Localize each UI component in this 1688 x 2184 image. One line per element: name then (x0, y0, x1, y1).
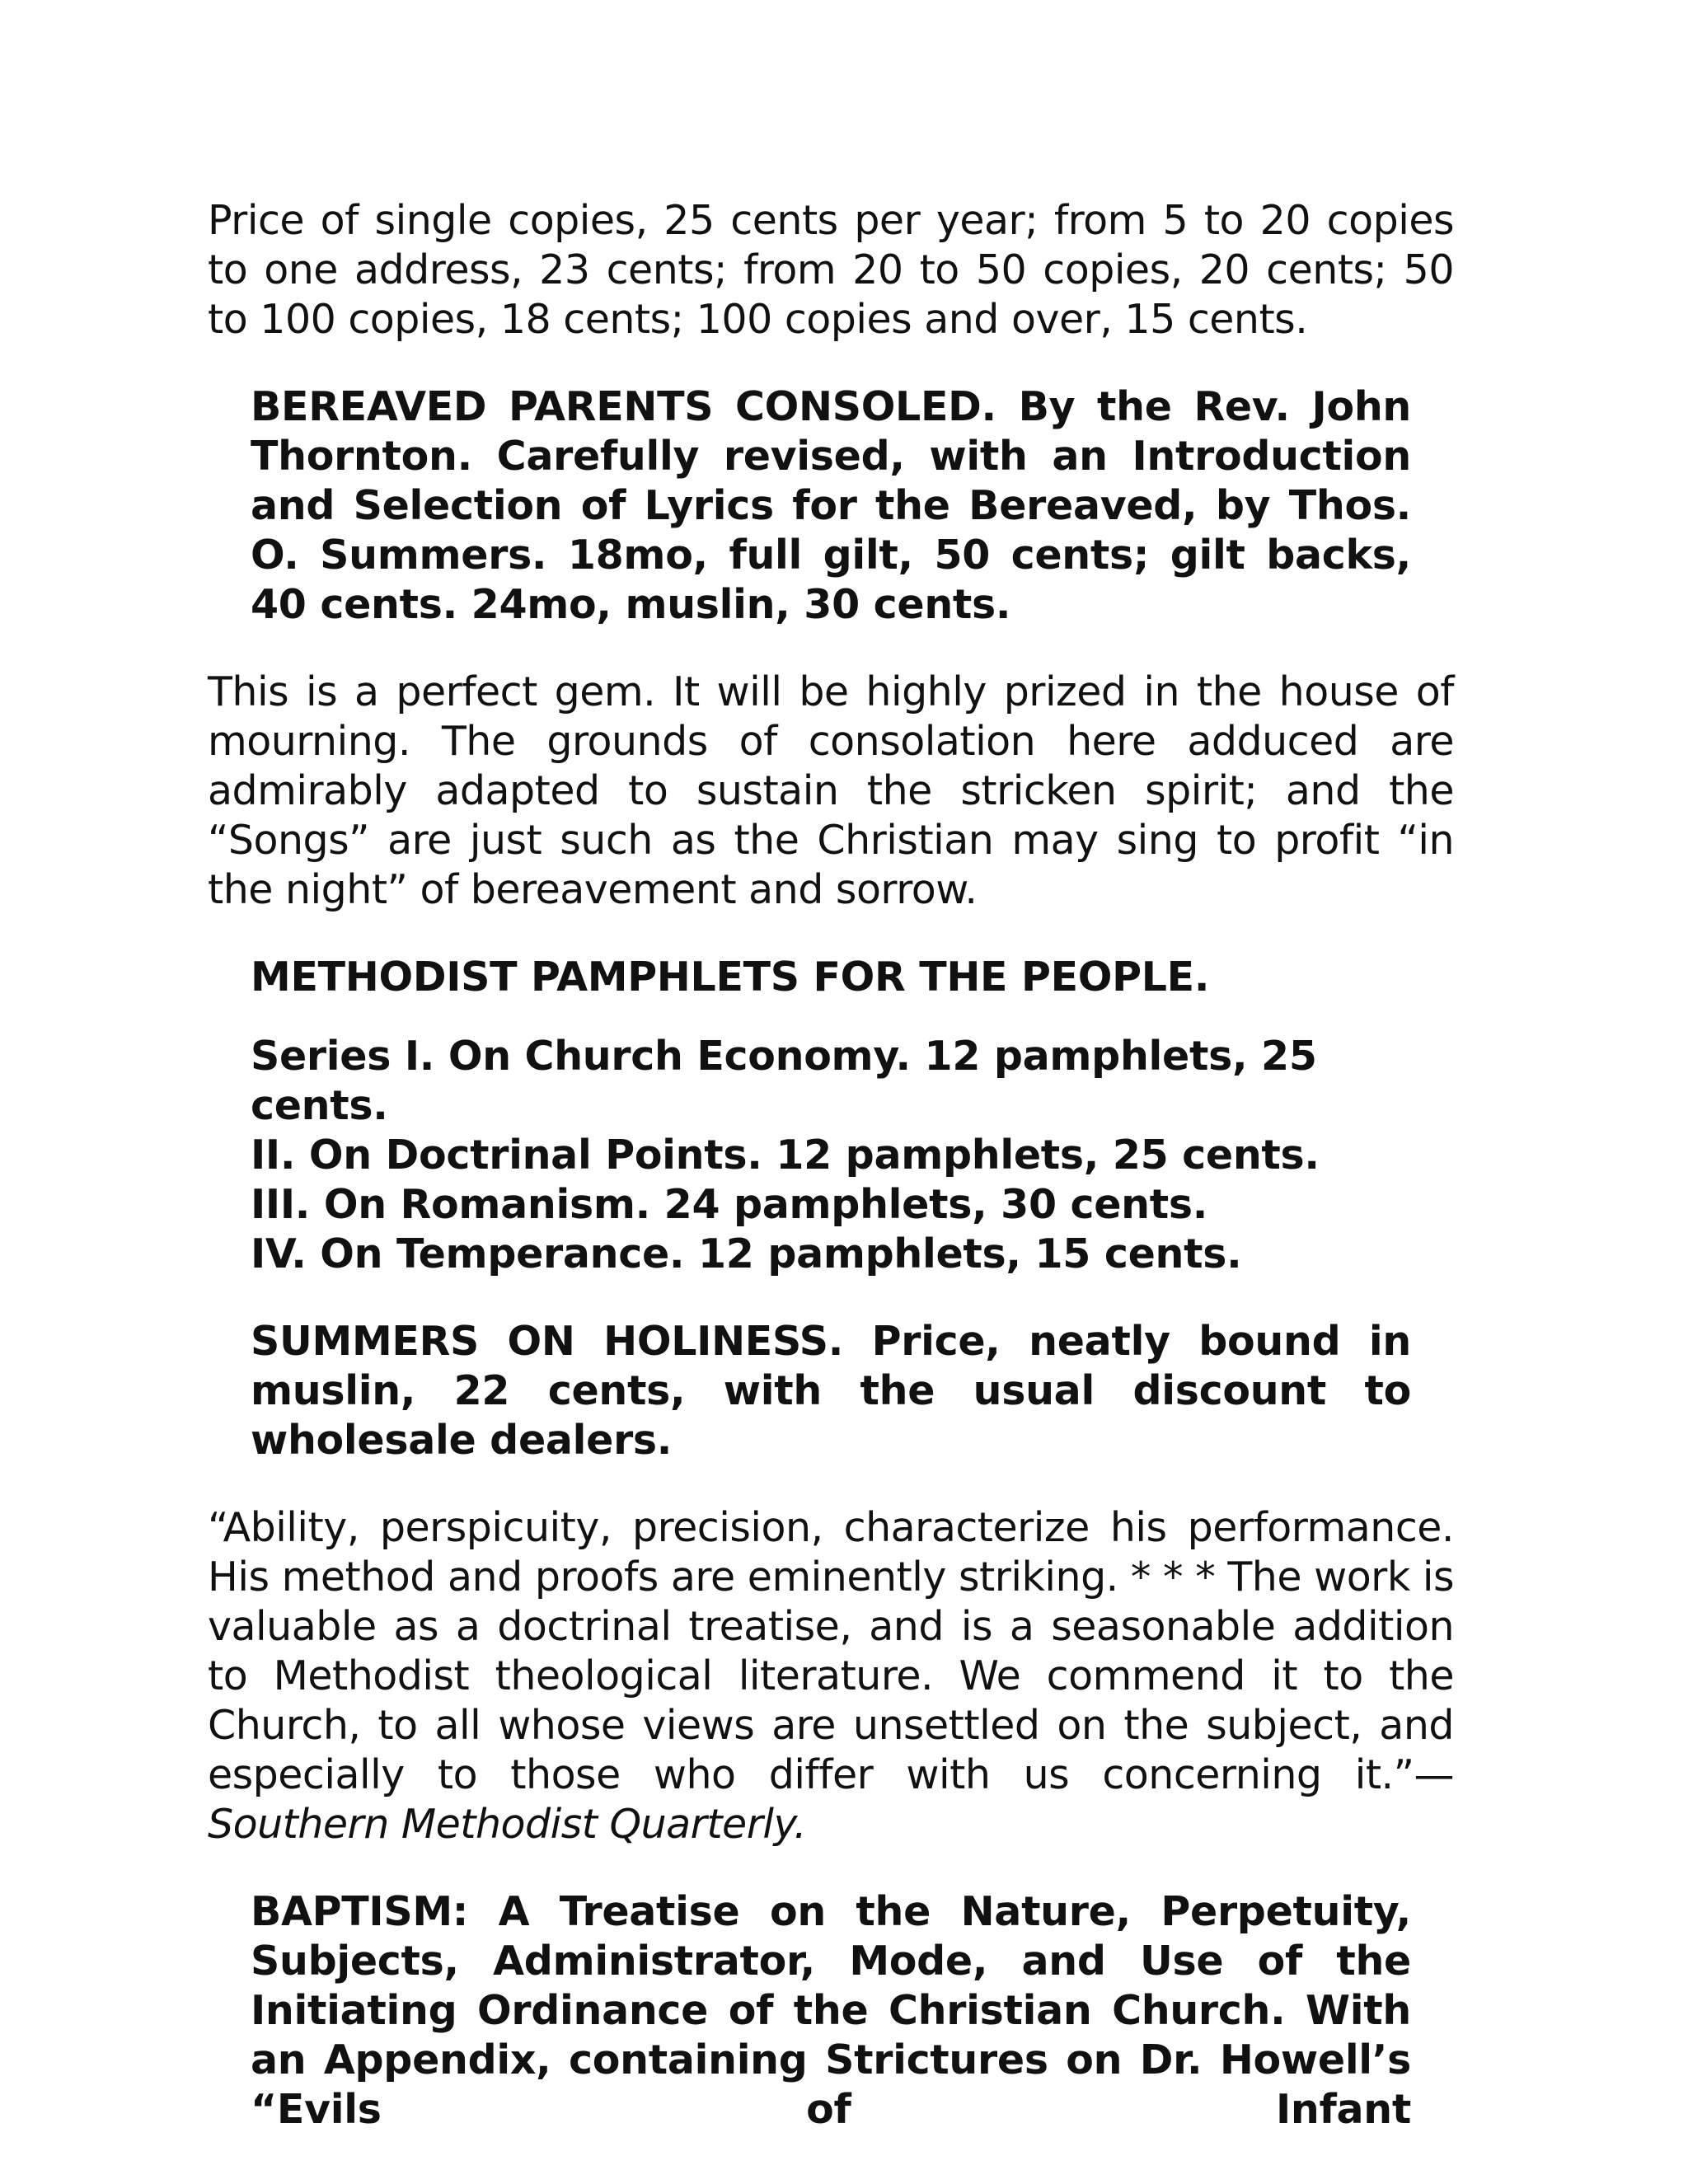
methodist-pamphlets-heading: METHODIST PAMPHLETS FOR THE PEOPLE. (251, 954, 1210, 1001)
prices-paragraph: Price of single copies, 25 cents per year; from 5 to 20 copies to one address, 23 cents; from 20 to 50 copies, 20 cents; 50 to 100 copies, 18 cents; 100 copies and over, 15 cents. (208, 197, 1454, 343)
holiness-review-quote (208, 1503, 1454, 1849)
series-line-3: III. On Romanism. 24 pamphlets, 30 cents. (251, 1181, 1208, 1228)
bereaved-parents-entry: BEREAVED PARENTS CONSOLED. By the Rev. John Thornton. Carefully revised, with an Introduction and Selection of Lyrics for the Bereaved, by Thos. O. Summers. 18mo, full gilt, 50 cents; gilt backs, 40 cents. 24mo, muslin, 30 cents. (251, 383, 1411, 628)
gem-review-paragraph: This is a perfect gem. It will be highly prized in the house of mourning. The grounds of consolation here adduced are admirably adapted to sustain the stricken spirit; and the “Songs” are just such as the Christian may sing to profit “in the night” of bereavement and sorrow. (208, 668, 1454, 913)
series-line-1: Series I. On Church Economy. 12 pamphlets, 25 cents. (251, 1033, 1317, 1129)
pamphlet-series-list (208, 1032, 1454, 1279)
review-quote-text: “Ability, perspicuity, precision, characterize his performance. His method and proofs are eminently striking. * * * The work is valuable as a doctrinal treatise, and is a seasonable addition to Methodist theological literature. We commend it to the Church, to all whose views are unsettled on the subject, and especially to those who differ with us concerning it.”— (208, 1504, 1454, 1798)
series-line-4: IV. On Temperance. 12 pamphlets, 15 cents. (251, 1230, 1242, 1277)
summers-on-holiness-entry: SUMMERS ON HOLINESS. Price, neatly bound in muslin, 22 cents, with the usual discount to wholesale dealers. (251, 1318, 1411, 1464)
review-quote-source: Southern Methodist Quarterly. (208, 1801, 807, 1848)
series-line-2: II. On Doctrinal Points. 12 pamphlets, 25 cents. (251, 1132, 1320, 1179)
document-page (208, 196, 1454, 2135)
baptism-treatise-entry: BAPTISM: A Treatise on the Nature, Perpetuity, Subjects, Administrator, Mode, and Use of the Initiating Ordinance of the Christian Church. With an Appendix, containing Strictures on Dr. Howell’s “Evils of Infant (251, 1888, 1411, 2133)
